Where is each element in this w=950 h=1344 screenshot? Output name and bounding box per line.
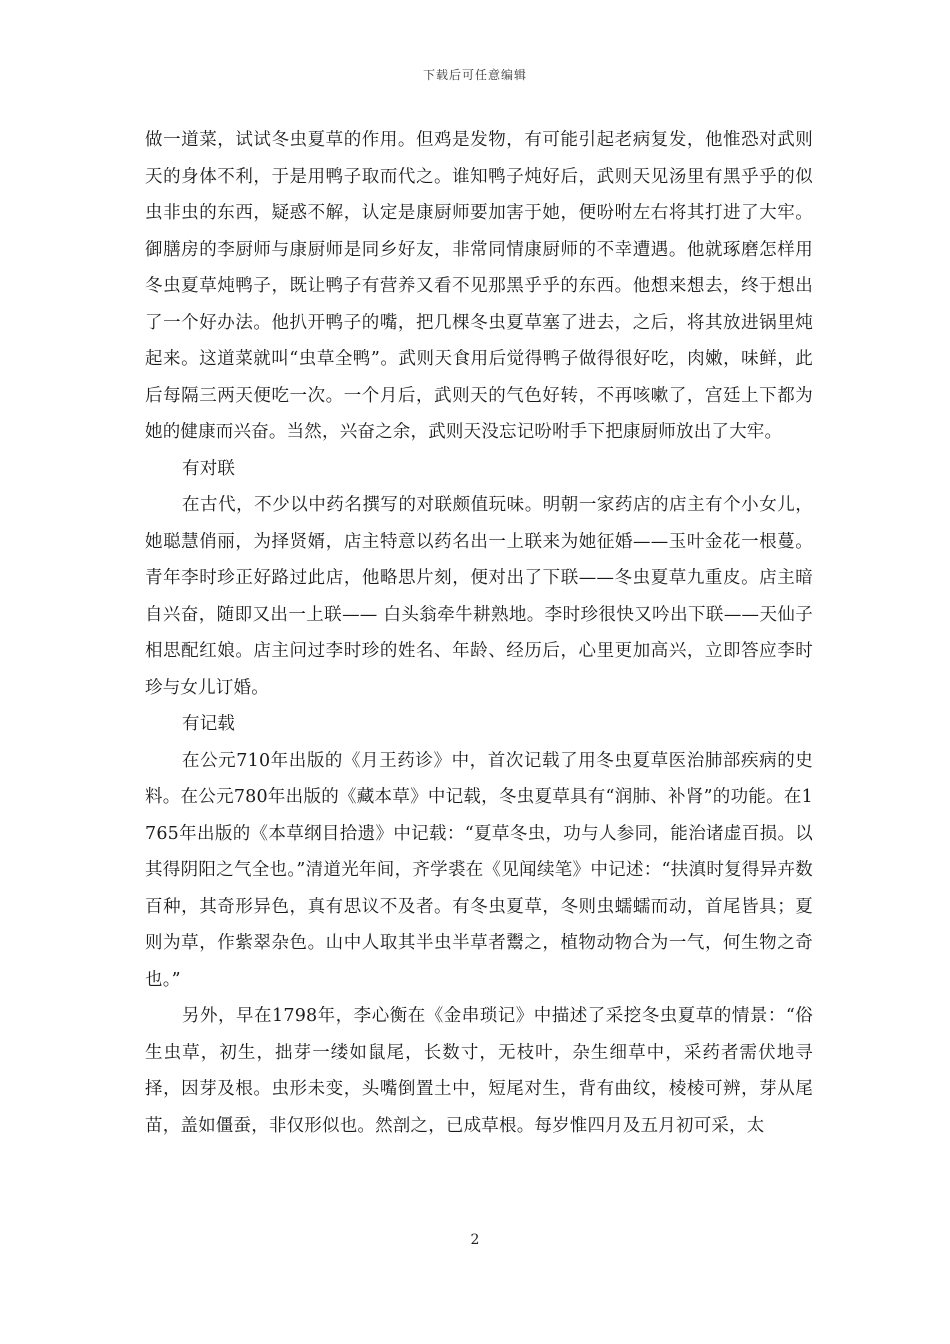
paragraph-body: 做一道菜，试试冬虫夏草的作用。但鸡是发物，有可能引起老病复发，他惟恐对武则天的身体不利，于是用鸭子取而代之。谁知鸭子炖好后，武则天见汤里有黑乎乎的似虫非虫的东西，疑惑不解，认定是康厨师要加害于她，便吩咐左右将其打进了大牢。御膳房的李厨师与康厨师是同乡好友，非常同情康厨师的不幸遭遇。他就琢磨怎样用冬虫夏草炖鸭子，既让鸭子有营养又看不见那黑乎乎的东西。他想来想去，终于想出了一个好办法。他扒开鸭子的嘴，把几棵冬虫夏草塞了进去，之后，将其放进锅里炖起来。这道菜就叫“虫草全鸭”。武则天食用后觉得鸭子做得很好吃，肉嫩，味鲜，此后每隔三两天便吃一次。一个月后，武则天的气色好转，不再咳嗽了，宫廷上下都为她的健康而兴奋。当然，兴奋之余，武则天没忘记吩咐手下把康厨师放出了大牢。 <box>145 130 813 442</box>
paragraph-jizai: 在公元710年出版的《月王药诊》中，首次记载了用冬虫夏草医治肺部疾病的史料。在公元780年出版的《藏本草》中记载，冬虫夏草具有“润肺、补肾”的功能。在1765年出版的《本草纲目拾遗》中记载：“夏草冬虫，功与人参同，能治诸虚百损。以其得阴阳之气全也。”清道光年间，齐学裘在《见闻续笔》中记述：“扶滇时复得异卉数百种，其奇形异色，真有思议不及者。有冬虫夏草，冬则虫蠕蠕而动，首尾皆具；夏则为草，作紫翠杂色。山中人取其半虫半草者鬻之，植物动物合为一气，何生物之奇也。” <box>145 750 813 990</box>
document-body <box>145 122 813 1144</box>
section-heading-duilian: 有对联 <box>182 458 236 479</box>
page-number: 2 <box>470 1232 480 1248</box>
section-heading-jizai: 有记载 <box>182 714 236 734</box>
paragraph-duilian: 在古代，不少以中药名撰写的对联颇值玩味。明朝一家药店的店主有个小女儿，她聪慧俏丽，为择贤婿，店主特意以药名出一上联来为她征婚——玉叶金花一根蔓。青年李时珍正好路过此店，他略思片刻，便对出了下联——冬虫夏草九重皮。店主暗自兴奋，随即又出一上联—— 白头翁牵牛耕熟地。李时珍很快又吟出下联——天仙子相思配红娘。店主问过李时珍的姓名、年龄、经历后，心里更加高兴，立即答应李时珍与女儿订婚。 <box>145 495 813 698</box>
page-header: 下载后可任意编辑 <box>422 68 527 82</box>
paragraph-caiwa: 另外，早在1798年，李心衡在《金串琐记》中描述了采挖冬虫夏草的情景：“俗生虫草，初生，拙芽一缕如鼠尾，长数寸，无枝叶，杂生细草中，采药者需伏地寻择，因芽及根。虫形未变，头嘴倒置土中，短尾对生，背有曲纹，棱棱可辨，芽从尾苗，盖如僵蚕，非仅形似也。然剖之，已成草根。每岁惟四月及五月初可采，太 <box>145 1006 813 1136</box>
